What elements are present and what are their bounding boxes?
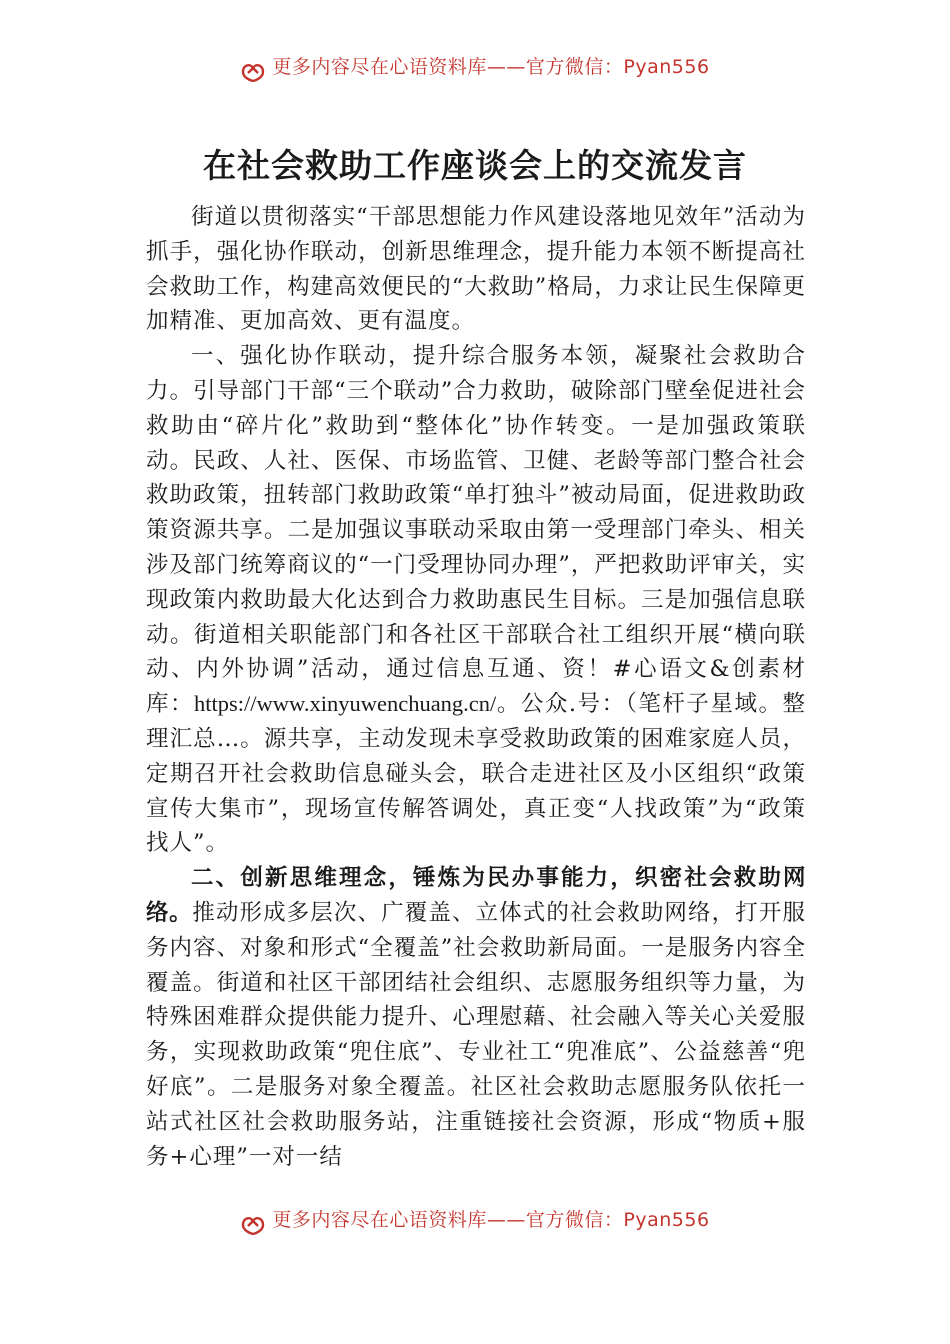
section-2-paragraph xyxy=(146,861,806,1174)
document-title: 在社会救助工作座谈会上的交流发言 xyxy=(203,146,747,185)
section-1-text-a: 一、强化协作联动，提升综合服务本领，凝聚社会救助合力。引导部门干部“三个联动”合力救助，破除部门壁垒促进社会救助由“碎片化”救助到“整体化”协作转变。一是加强政策联动。民政、人社、医保、市场监管、卫健、老龄等部门整合社会救助政策，扭转部门救助政策“单打独斗”被动局面，促进救助政策资源共享。二是加强议事联动采取由第一受理部门牵头、相关涉及部门统筹商议的“一门受理协同办理”，严把救助评审关，实现政策内救助最大化达到合力救助惠民生目标。三是加强信息联动。街道相关职能部门和各社区干部联合社工组织开展“横向联动、内外协调”活动，通过信息互通、资！#心语文&创素材库： xyxy=(146,343,806,718)
watermark-footer xyxy=(0,1207,950,1241)
watermark-text: 更多内容尽在心语资料库——官方微信：Pyan556 xyxy=(272,55,710,78)
brand-logo-icon xyxy=(240,1213,266,1235)
document-body xyxy=(146,200,806,1174)
section-2-heading: 二、创新思维理念，锤炼为民办事能力，织密社会救助网络。 xyxy=(146,865,806,926)
section-1-paragraph xyxy=(146,339,806,861)
watermark-text: 更多内容尽在心语资料库——官方微信：Pyan556 xyxy=(272,1208,710,1231)
intro-paragraph: 街道以贯彻落实“干部思想能力作风建设落地见效年”活动为抓手，强化协作联动，创新思维理念，提升能力本领不断提高社会救助工作，构建高效便民的“大救助”格局，力求让民生保障更加精准、更加高效、更有温度。 xyxy=(146,204,806,335)
section-1-text-b: 。公众.号：（笔杆子星域。整理汇总…。源共享，主动发现未享受救助政策的困难家庭人员，定期召开社会救助信息碰头会，联合走进社区及小区组织“政策宣传大集市”，现场宣传解答调处，真正变“人找政策”为“政策找人”。 xyxy=(146,691,806,857)
source-url-link[interactable]: https://www.xinyuwenchuang.cn/ xyxy=(194,691,497,717)
brand-logo-icon xyxy=(240,60,266,82)
section-2-body: 推动形成多层次、广覆盖、立体式的社会救助网络，打开服务内容、对象和形式“全覆盖”社会救助新局面。一是服务内容全覆盖。街道和社区干部团结社会组织、志愿服务组织等力量，为特殊困难群众提供能力提升、心理慰藉、社会融入等关心关爱服务，实现救助政策“兜住底”、专业社工“兜准底”、公益慈善“兜好底”。二是服务对象全覆盖。社区社会救助志愿服务队依托一站式社区社会救助服务站，注重链接社会资源，形成“物质+服务+心理”一对一结 xyxy=(146,899,806,1170)
watermark-header xyxy=(0,54,950,88)
